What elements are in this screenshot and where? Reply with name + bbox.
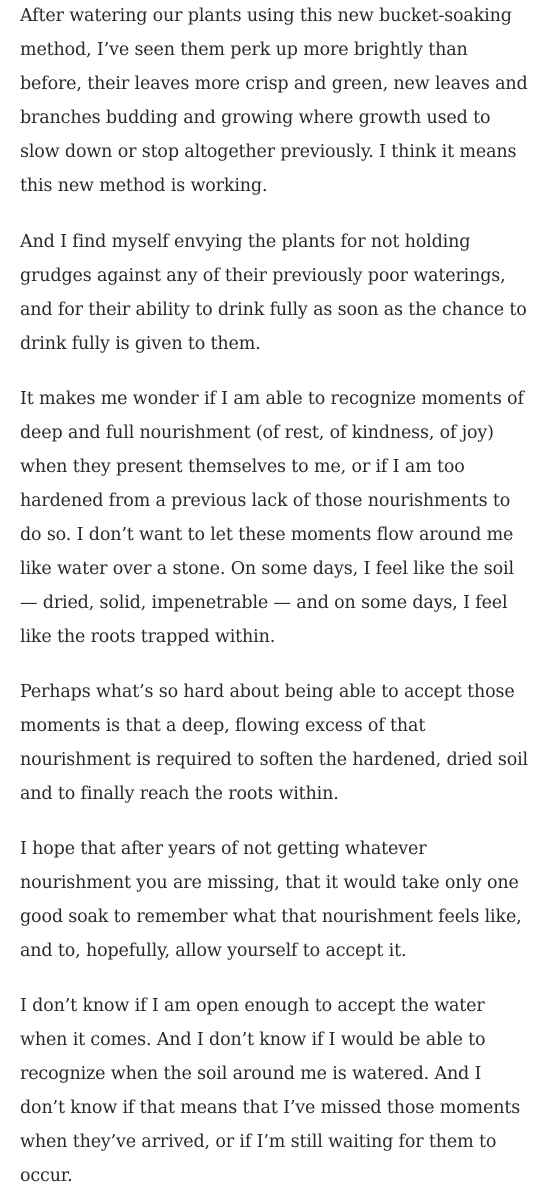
paragraph-recognize-nourishment: It makes me wonder if I am able to recognize moments of deep and full nourishment (of rest, of kindness, of joy) when they present themselves to me, or if I am too hardened from a previous lack of those nourishments to do so. I don’t want to let these moments flow around me like water over a stone. On some days, I feel like the soil — dried, solid, impenetrable — and on some days, I feel like the roots trapped within. bbox=[20, 389, 524, 647]
paragraph-envying-plants: And I find myself envying the plants for not holding grudges against any of their previously poor waterings, and for their ability to drink fully as soon as the chance to drink fully is given to them. bbox=[20, 232, 527, 354]
paragraph-accept-moments: Perhaps what’s so hard about being able to accept those moments is that a deep, flowing excess of that nourishment is required to soften the hardened, dried soil and to finally reach the roots within. bbox=[20, 682, 528, 804]
paragraph-good-soak: I hope that after years of not getting whatever nourishment you are missing, that it would take only one good soak to remember what that nourishment feels like, and to, hopefully, allow yourself to accept it. bbox=[20, 839, 522, 961]
paragraph-open-enough: I don’t know if I am open enough to accept the water when it comes. And I don’t know if I would be able to recognize when the soil around me is watered. And I don’t know if that means that I’ve missed those moments when they’ve arrived, or if I’m still waiting for them to occur. bbox=[20, 996, 521, 1186]
paragraph-plants-perk-up: After watering our plants using this new bucket-soaking method, I’ve seen them perk up more brightly than before, their leaves more crisp and green, new leaves and branches budding and growing where growth used to slow down or stop altogether previously. I think it means this new method is working. bbox=[20, 6, 528, 196]
